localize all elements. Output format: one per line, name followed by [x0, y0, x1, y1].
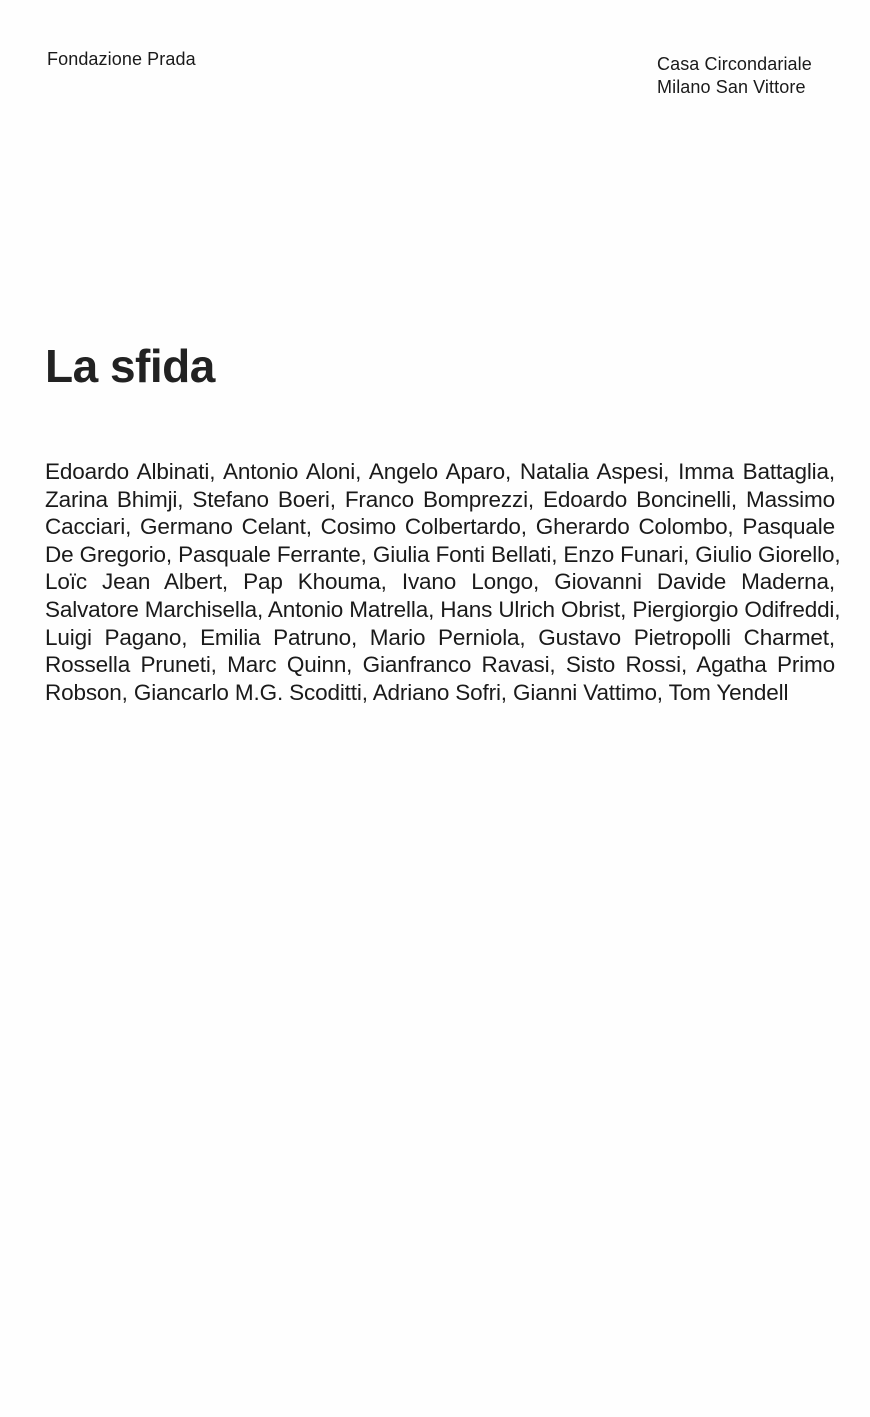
institution-line-1: Casa Circondariale: [657, 54, 812, 74]
publisher-name: Fondazione Prada: [47, 49, 196, 69]
author-line: Luigi Pagano, Emilia Patruno, Mario Perniola, Gustavo Pietropolli Charmet,: [45, 624, 835, 650]
author-line: Robson, Giancarlo M.G. Scoditti, Adriano Sofri, Gianni Vattimo, Tom Yendell: [45, 679, 789, 705]
author-line: Salvatore Marchisella, Antonio Matrella, Hans Ulrich Obrist, Piergiorgio Odifreddi,: [45, 596, 841, 622]
author-line: Rossella Pruneti, Marc Quinn, Gianfranco Ravasi, Sisto Rossi, Agatha Primo: [45, 652, 835, 678]
author-line: Cacciari, Germano Celant, Cosimo Colbertardo, Gherardo Colombo, Pasquale: [45, 514, 835, 540]
author-list: [45, 458, 841, 706]
author-line: Edoardo Albinati, Antonio Aloni, Angelo Aparo, Natalia Aspesi, Imma Battaglia,: [45, 459, 835, 484]
author-line: De Gregorio, Pasquale Ferrante, Giulia Fonti Bellati, Enzo Funari, Giulio Giorello,: [45, 541, 841, 567]
institution-name: [657, 53, 812, 99]
author-line: Loïc Jean Albert, Pap Khouma, Ivano Longo, Giovanni Davide Maderna,: [45, 569, 835, 595]
institution-line-2: Milano San Vittore: [657, 77, 806, 97]
book-title: La sfida: [45, 340, 215, 392]
author-line: Zarina Bhimji, Stefano Boeri, Franco Bomprezzi, Edoardo Boncinelli, Massimo: [45, 486, 835, 512]
